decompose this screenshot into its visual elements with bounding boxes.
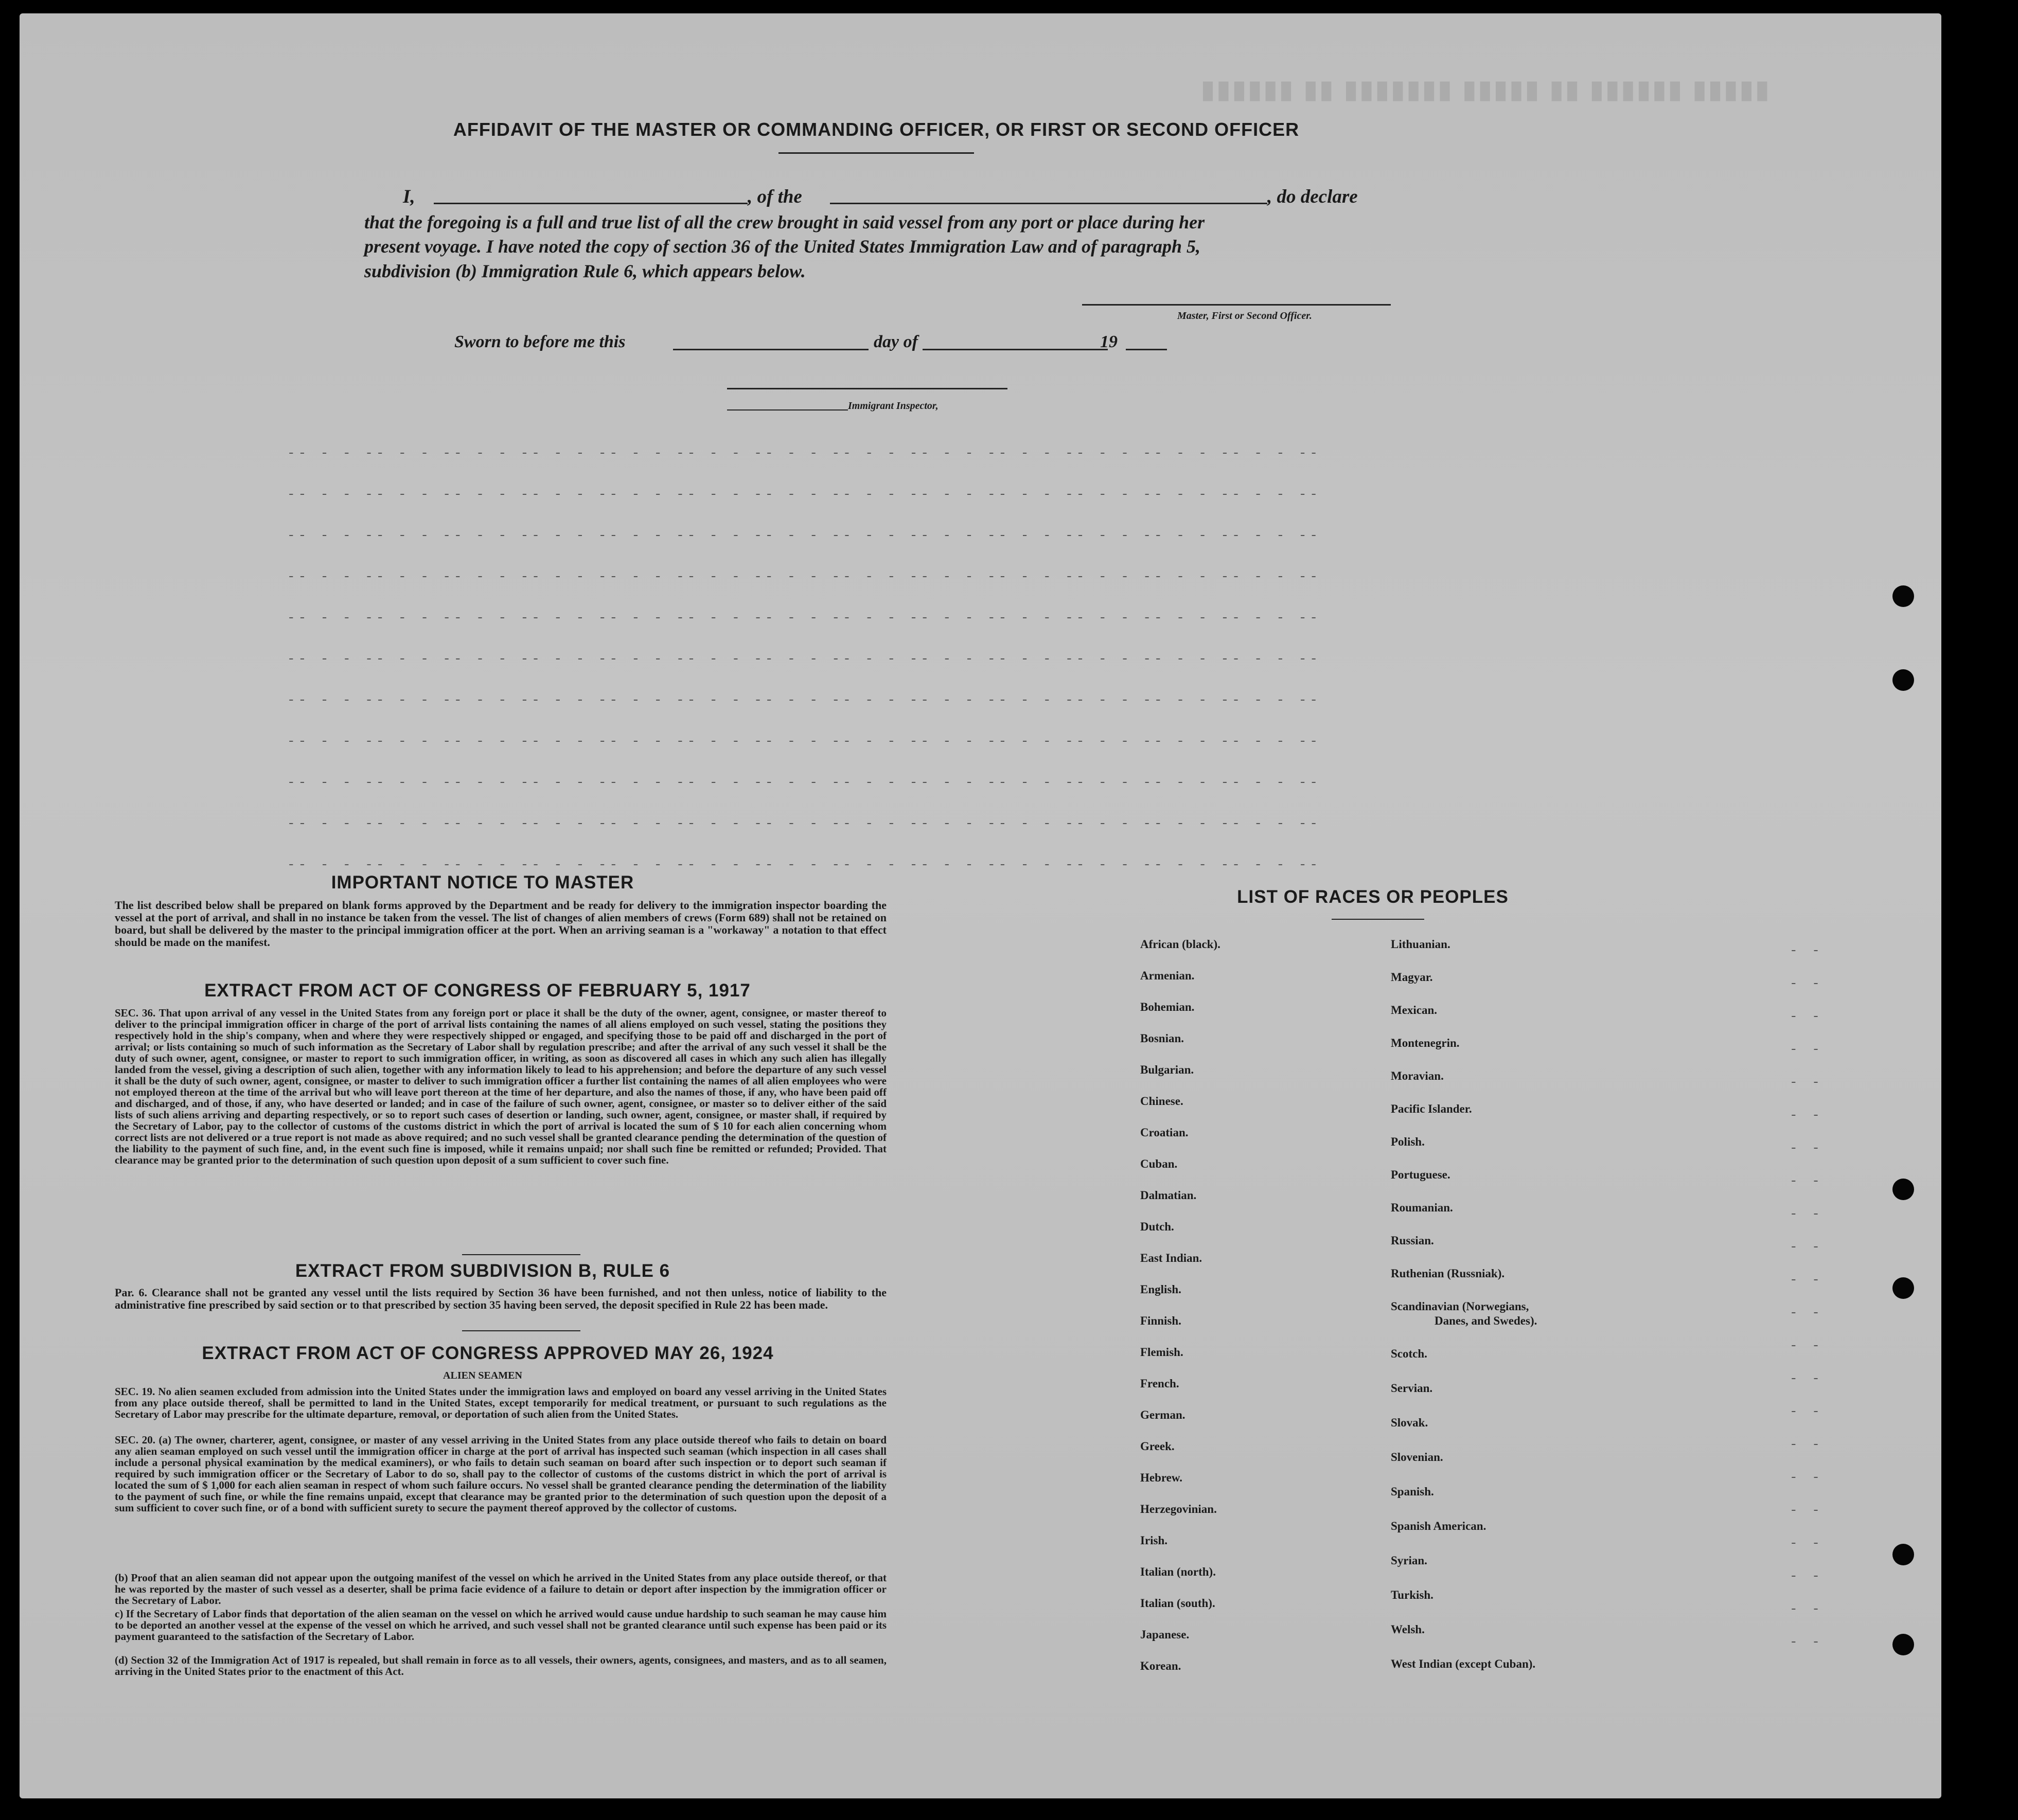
race-left: Armenian.: [1140, 969, 1195, 982]
rule6-text: Par. 6. Clearance shall not be granted any vessel until the lists required by Section 36 have been furnished, and not then unless, notice of liability to the administrative fine prescribed by said section or to that prescribed by section 35 having been served, the deposit specified in Rule 22 has been made.: [115, 1286, 887, 1311]
race-right: Mexican.: [1391, 1004, 1438, 1016]
race-left: French.: [1140, 1377, 1179, 1390]
sworn-day-field[interactable]: [673, 349, 869, 350]
race-left: Herzegovinian.: [1140, 1503, 1217, 1515]
race-left: Italian (south).: [1140, 1597, 1215, 1610]
race-right: Spanish American.: [1391, 1520, 1486, 1532]
race-right: Polish.: [1391, 1135, 1425, 1148]
affidavit-line4: subdivision (b) Immigration Rule 6, which appears below.: [364, 261, 806, 281]
signature-field[interactable]: [1082, 304, 1391, 306]
race-left: Flemish.: [1140, 1346, 1183, 1359]
race-right: Welsh.: [1391, 1623, 1425, 1636]
race-right: Spanish.: [1391, 1485, 1434, 1498]
race-right: Roumanian.: [1391, 1201, 1453, 1214]
right-dash-column: - - - - - - - - - - - - - - - - - - - - - - - - - - - - - - - - - - - - - - - - - - - -: [1790, 943, 1823, 1650]
race-right: Turkish.: [1391, 1589, 1433, 1601]
title-underline: [778, 152, 974, 154]
sec19-text: SEC. 19. No alien seamen excluded from admission into the United States under the immigration laws and employed on board any vessel arriving in the United States from any place outside thereof, shall be permitted to land in the United States, except temporarily for medical treatment, or pursuant to such regulations as the Secretary of Labor may prescribe for the ultimate departure, removal, or deportation of such alien from the United States.: [115, 1385, 887, 1420]
manifest-dash-row: -- - - -- - - -- - - -- - - -- - - -- - - -- - - -- - - -- - - -- - - -- - - -- - - -- - - --: [287, 651, 1321, 667]
race-right: Syrian.: [1391, 1554, 1427, 1567]
race-left: African (black).: [1140, 938, 1220, 951]
affidavit-title: AFFIDAVIT OF THE MASTER OR COMMANDING OFFICER, OR FIRST OR SECOND OFFICER: [453, 119, 1300, 140]
notice-title: IMPORTANT NOTICE TO MASTER: [331, 872, 634, 893]
affidavit-line2: that the foregoing is a full and true list of all the crew brought in said vessel from any port or place during her: [364, 212, 1205, 233]
sec20a-text: SEC. 20. (a) The owner, charterer, agent, consignee, or master of any vessel arriving in the United States from any place outside thereof who fails to detain on board any alien seaman employed on such vessel until the immigration officer in charge at the port of arrival has inspected such seaman (which inspection in all cases shall include a personal physical examination by the medical examiners), or who fails to detain such seaman on board after such inspection or to deport such seaman if required by such immigration officer or the Secretary of Labor to do so, shall pay to the collector of customs of the customs district in which the port of arrival is located the sum of $ 1,000 for each alien seaman in respect of whom such failure occurs. No vessel shall be granted clearance pending the determination of the liability to the payment of such fine, or while the fine remains unpaid, except that clearance may be granted prior to the determination of such question upon the deposit of a sum sufficient to cover such fine, or of a bond with sufficient surety to secure the payment thereof approved by the collector of customs.: [115, 1434, 887, 1514]
affidavit-i: I,: [403, 186, 415, 207]
punch-hole: [1892, 1179, 1914, 1200]
manifest-dash-row: -- - - -- - - -- - - -- - - -- - - -- - - -- - - -- - - -- - - -- - - -- - - -- - - -- - - --: [287, 569, 1321, 584]
race-left: English.: [1140, 1283, 1181, 1296]
race-left: Chinese.: [1140, 1095, 1183, 1108]
punch-hole: [1892, 669, 1914, 691]
race-left: Bulgarian.: [1140, 1063, 1194, 1076]
race-left: Greek.: [1140, 1440, 1175, 1453]
affidavit-line3: present voyage. I have noted the copy of section 36 of the United States Immigration Law and of paragraph 5,: [364, 236, 1200, 257]
inspector-signature-field[interactable]: [727, 388, 1007, 389]
punch-hole: [1892, 1277, 1914, 1299]
punch-hole: [1892, 1544, 1914, 1565]
manifest-dash-row: -- - - -- - - -- - - -- - - -- - - -- - - -- - - -- - - -- - - -- - - -- - - -- - - -- - - --: [287, 528, 1321, 543]
sworn-text: Sworn to before me this: [454, 332, 626, 351]
race-right: Servian.: [1391, 1382, 1433, 1395]
signature-label: Master, First or Second Officer.: [1177, 310, 1312, 322]
day-of-text: day of: [874, 332, 918, 351]
race-left: Italian (north).: [1140, 1565, 1216, 1578]
race-left: East Indian.: [1140, 1252, 1202, 1264]
alien-seamen-subtitle: ALIEN SEAMEN: [443, 1370, 522, 1381]
sec20b-text: (b) Proof that an alien seaman did not appear upon the outgoing manifest of the vessel on which he arrived in the United States from any place outside thereof, or that he was reported by the master of such vessel as a deserter, shall be prima facie evidence of a failure to detain or deport after inspection by the immigration officer or the Secretary of Labor.: [115, 1572, 887, 1607]
race-right: Russian.: [1391, 1234, 1434, 1247]
race-right: Slovak.: [1391, 1416, 1428, 1429]
manifest-dash-row: -- - - -- - - -- - - -- - - -- - - -- - - -- - - -- - - -- - - -- - - -- - - -- - - -- - - --: [287, 445, 1321, 461]
race-right: West Indian (except Cuban).: [1391, 1657, 1536, 1670]
manifest-dash-row: -- - - -- - - -- - - -- - - -- - - -- - - -- - - -- - - -- - - -- - - -- - - -- - - -- - - --: [287, 816, 1321, 831]
races-underline: [1332, 919, 1424, 920]
inspector-field[interactable]: [727, 409, 848, 411]
race-right: Magyar.: [1391, 971, 1433, 984]
race-right-continuation: Danes, and Swedes).: [1435, 1314, 1537, 1327]
manifest-dash-row: -- - - -- - - -- - - -- - - -- - - -- - - -- - - -- - - -- - - -- - - -- - - -- - - -- - - --: [287, 487, 1321, 502]
race-right: Scotch.: [1391, 1347, 1427, 1360]
rule6-title: EXTRACT FROM SUBDIVISION B, RULE 6: [295, 1261, 670, 1281]
sworn-month-field[interactable]: [923, 349, 1108, 350]
race-left: Dalmatian.: [1140, 1189, 1197, 1202]
bleed-through-header: ▮▮▮▮▮ ▮▮▮▮▮▮ ▮▮ ▮▮▮▮▮ ▮▮▮▮▮▮▮ ▮▮ ▮▮▮▮▮▮: [1199, 76, 1769, 103]
races-title: LIST OF RACES OR PEOPLES: [1237, 887, 1509, 907]
race-right: Slovenian.: [1391, 1451, 1443, 1464]
race-left: Croatian.: [1140, 1126, 1189, 1139]
rule6-divider: [462, 1330, 580, 1331]
manifest-dash-row: -- - - -- - - -- - - -- - - -- - - -- - - -- - - -- - - -- - - -- - - -- - - -- - - -- - - --: [287, 857, 1321, 872]
race-left: Dutch.: [1140, 1220, 1174, 1233]
race-right: Moravian.: [1391, 1069, 1444, 1082]
sec20d-text: (d) Section 32 of the Immigration Act of 1917 is repealed, but shall remain in force as to all vessels, their owners, agents, consignees, and masters, and as to all seamen, arriving in the United States prior to the enactment of this Act.: [115, 1654, 887, 1678]
race-left: Hebrew.: [1140, 1471, 1182, 1484]
extract-1917-divider: [462, 1254, 580, 1255]
race-left: German.: [1140, 1408, 1185, 1421]
manifest-dash-row: -- - - -- - - -- - - -- - - -- - - -- - - -- - - -- - - -- - - -- - - -- - - -- - - -- - - --: [287, 610, 1321, 626]
race-right: Ruthenian (Russniak).: [1391, 1267, 1505, 1280]
year-text: 19: [1100, 332, 1118, 351]
punch-hole: [1892, 585, 1914, 607]
punch-hole: [1892, 1634, 1914, 1655]
sec20c-text: c) If the Secretary of Labor finds that deportation of the alien seaman on the vessel on which he arrived would cause undue hardship to such seaman he may cause him to be deported an another vessel at the expense of the vessel on which he arrived, and such vessel shall not be granted clearance until such expense has been paid or its payment guaranteed to the satisfaction of the Secretary of Labor.: [115, 1608, 887, 1643]
inspector-label: Immigrant Inspector,: [848, 400, 939, 412]
extract-1924-title: EXTRACT FROM ACT OF CONGRESS APPROVED MAY 26, 1924: [202, 1343, 774, 1363]
race-left: Bohemian.: [1140, 1001, 1195, 1013]
manifest-dash-row: -- - - -- - - -- - - -- - - -- - - -- - - -- - - -- - - -- - - -- - - -- - - -- - - -- - - --: [287, 775, 1321, 790]
manifest-dash-row: -- - - -- - - -- - - -- - - -- - - -- - - -- - - -- - - -- - - -- - - -- - - -- - - -- - - --: [287, 692, 1321, 708]
affidavit-of-the: , of the: [748, 186, 802, 207]
name-field[interactable]: [434, 203, 748, 204]
race-left: Bosnian.: [1140, 1032, 1184, 1045]
race-right: Portuguese.: [1391, 1168, 1450, 1181]
extract-1917-text: SEC. 36. That upon arrival of any vessel in the United States from any foreign port or place it shall be the duty of the owner, agent, consignee, or master thereof to deliver to the principal immigration officer in charge of the port of arrival lists containing the names of all aliens employed on such vessel, stating the positions they respectively hold in the ship's company, when and where they were respectively shipped or engaged, and specifying those to be paid off and discharged in the port of arrival; or lists containing so much of such information as the Secretary of Labor shall by regulation prescribe; and after the arrival of any such vessel it shall be the duty of such owner, agent, consignee, or master to report to such immigration officer, in writing, as soon as discovered all cases in which any such alien has illegally landed from the vessel, giving a description of such alien, together with any information likely to lead to his apprehension; and before the departure of any such vessel it shall be the duty of such owner, agent, consignee, or master to deliver to such immigration officer a further list containing the names of all alien employees who were not employed thereon at the time of the arrival but who will leave port thereon at the time of her departure, and also the names of those, if any, who have been paid off and discharged, and of those, if any, who have deserted or landed; and in case of the failure of such owner, agent, consignee, or master so to deliver either of the said lists of such aliens arriving and departing respectively, or so to report such cases of desertion or landing, such owner, agent, consignee, or master shall, if required by the Secretary of Labor, pay to the collector of customs of the customs district in which the port of arrival is located the sum of $ 10 for each alien concerning whom correct lists are not delivered or a true report is not made as above required; and no such vessel shall be granted clearance pending the determination of the question of the liability to the payment of such fine, and, in the event such fine is imposed, while it remains unpaid; nor shall such fine be remitted or refunded; Provided. That clearance may be granted prior to the determination of such question upon deposit of a sum sufficient to cover such fine.: [115, 1007, 887, 1166]
race-right: Scandinavian (Norwegians,: [1391, 1300, 1529, 1313]
extract-1917-title: EXTRACT FROM ACT OF CONGRESS OF FEBRUARY 5, 1917: [204, 980, 751, 1001]
notice-text: The list described below shall be prepared on blank forms approved by the Department and be ready for delivery to the immigration inspector boarding the vessel at the port of arrival, and shall in no instance be taken from the vessel. The list of changes of alien members of crews (Form 689) shall not be retained on board, but shall be delivered by the master to the principal immigration officer at the port. When an arriving seaman is a "workaway" a notation to that effect should be made on the manifest.: [115, 899, 887, 949]
vessel-field[interactable]: [830, 203, 1267, 204]
race-right: Lithuanian.: [1391, 938, 1450, 951]
race-right: Pacific Islander.: [1391, 1102, 1472, 1115]
race-left: Finnish.: [1140, 1314, 1181, 1327]
race-left: Irish.: [1140, 1534, 1168, 1547]
race-left: Japanese.: [1140, 1628, 1190, 1641]
race-right: Montenegrin.: [1391, 1037, 1460, 1049]
manifest-dash-row: -- - - -- - - -- - - -- - - -- - - -- - - -- - - -- - - -- - - -- - - -- - - -- - - -- - - --: [287, 734, 1321, 749]
sworn-year-field[interactable]: [1126, 349, 1167, 350]
document-sheet: [20, 13, 1941, 1798]
race-left: Korean.: [1140, 1660, 1181, 1672]
race-left: Cuban.: [1140, 1157, 1178, 1170]
affidavit-declare: , do declare: [1267, 186, 1358, 207]
